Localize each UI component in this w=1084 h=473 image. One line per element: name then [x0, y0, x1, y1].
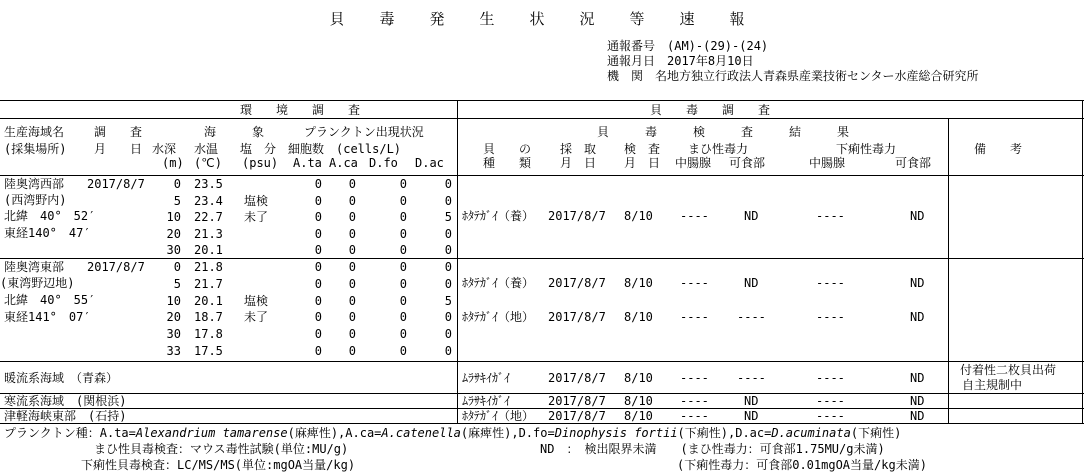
org-name: 地方独立行政法人青森県産業技術センター水産総合研究所 [667, 69, 979, 83]
area-name: 陸奥湾西部 [4, 177, 65, 191]
cell-dac: 0 [444, 226, 452, 241]
cell-temp: 20.1 [194, 293, 223, 308]
dsp-method-note: 下痢性貝毒検査：LC/MS/MS(単位:mgOA当量/kg) [81, 458, 356, 472]
cell-dac: 0 [444, 276, 452, 291]
cell-depth: 20 [166, 310, 181, 325]
env-section-header: 環 境 調 査 [239, 103, 360, 117]
col-dsp-edible: 可食部 [895, 156, 932, 170]
col-area-sub: (採集場所) [4, 142, 67, 156]
col-salinity: 塩 分 [240, 142, 277, 156]
dsp-gut: ---- [816, 276, 845, 290]
cell-sal: 未了 [244, 210, 269, 224]
species: ﾎﾀﾃｶﾞｲ（養） [462, 276, 535, 290]
col-plankton: プランクトン出現状況 [304, 125, 424, 139]
dsp-edible: ND [910, 310, 925, 324]
col-dfo: D.fo [369, 156, 398, 170]
species: ﾑﾗｻｷｲｶﾞｲ [462, 371, 511, 385]
species: ﾑﾗｻｷｲｶﾞｲ [462, 394, 511, 408]
dsp-gut: ---- [816, 409, 845, 423]
cell-ata: 0 [314, 276, 322, 291]
cell-depth: 5 [173, 193, 181, 208]
cell-temp: 20.1 [194, 243, 223, 257]
remarks-line: 自主規制中 [962, 378, 1023, 392]
psp-edible: ND [744, 394, 759, 408]
psp-gut: ---- [680, 310, 709, 324]
cell-aca: 0 [348, 327, 356, 342]
area-name: 陸奥湾東部 [4, 260, 65, 274]
dsp-gut: ---- [816, 371, 845, 385]
cell-temp: 23.4 [194, 193, 223, 208]
cell-sal: 塩検 [244, 193, 269, 208]
cell-dac: 0 [444, 260, 452, 274]
dsp-gut: ---- [816, 310, 845, 324]
cell-temp: 17.8 [194, 327, 223, 342]
cell-dfo: 0 [399, 260, 407, 274]
report-date-label: 通報月日 [607, 54, 656, 68]
col-dsp: 下痢性毒力 [836, 142, 897, 156]
cell-ata: 0 [314, 177, 322, 191]
cell-dfo: 0 [399, 344, 407, 358]
cell-ata: 0 [314, 327, 322, 342]
cell-ata: 0 [314, 293, 322, 308]
cell-aca: 0 [348, 226, 356, 241]
cell-temp: 21.3 [194, 226, 223, 241]
species: ﾎﾀﾃｶﾞｲ（地） [462, 409, 535, 423]
col-dsp-gut: 中腸腺 [809, 156, 846, 170]
col-sampled-sub: 月 日 [560, 156, 597, 170]
cell-sal: 塩検 [244, 293, 269, 308]
col-psp: まひ性毒力 [688, 142, 749, 156]
species: ﾎﾀﾃｶﾞｲ（養） [462, 209, 535, 223]
cell-aca: 0 [348, 293, 356, 308]
area-name: 暖流系海域 （青森） [4, 371, 119, 385]
area-place: (東湾野辺地) [0, 276, 75, 290]
org-label: 機 関 名 [607, 69, 668, 83]
cell-dfo: 0 [399, 310, 407, 325]
psp-gut: ---- [680, 394, 709, 408]
dsp-limit-note: (下痢性毒力：可食部0.01mgOA当量/kg未満) [677, 458, 927, 472]
col-marine: 海 象 [204, 125, 265, 139]
dsp-edible: ND [910, 409, 925, 423]
col-ata: A.ta [293, 156, 322, 170]
cell-dac: 5 [444, 293, 452, 308]
area-name: 寒流系海域 (関根浜) [4, 394, 127, 408]
survey-date: 2017/8/7 [87, 177, 145, 191]
area-place: (西湾野内) [4, 193, 67, 207]
cell-aca: 0 [348, 193, 356, 208]
dsp-edible: ND [910, 209, 925, 223]
cell-aca: 0 [348, 260, 356, 274]
dsp-gut: ---- [816, 209, 845, 223]
cell-depth: 0 [173, 260, 181, 274]
col-temp-unit: (℃) [194, 156, 222, 170]
cell-depth: 0 [173, 177, 181, 191]
cell-ata: 0 [314, 243, 322, 257]
col-survey-sub: 月 日 [94, 142, 143, 156]
sampled-date: 2017/8/7 [548, 409, 606, 423]
col-salinity-unit: (psu) [242, 156, 279, 170]
cell-dfo: 0 [399, 243, 407, 257]
dsp-edible: ND [910, 276, 925, 290]
psp-gut: ---- [680, 371, 709, 385]
area-lon: 東経140° 47′ [4, 226, 91, 240]
cell-temp: 22.7 [194, 210, 223, 224]
cell-dfo: 0 [399, 276, 407, 291]
cell-aca: 0 [348, 276, 356, 291]
cell-dac: 0 [444, 193, 452, 208]
plankton-species-note: プランクトン種：A.ta=Alexandrium tamarense(麻痺性),A.ca=A.catenella(麻痺性),D.fo=Dinophysis fortii(下痢性),D.ac=D.acuminata(下痢性) [4, 426, 902, 440]
col-depth: 水深 [152, 142, 177, 156]
cell-ata: 0 [314, 344, 322, 358]
cell-depth: 5 [173, 276, 181, 291]
area-lon: 東経141° 07′ [4, 310, 91, 324]
cell-aca: 0 [348, 310, 356, 325]
report-number-label: 通報番号 [607, 39, 656, 53]
cell-aca: 0 [348, 177, 356, 191]
cell-dac: 0 [444, 243, 452, 257]
nd-note: ND ： 検出限界未満 (まひ性毒力：可食部1.75MU/g未満) [540, 442, 885, 456]
cell-ata: 0 [314, 193, 322, 208]
cell-ata: 0 [314, 310, 322, 325]
cell-depth: 30 [166, 243, 181, 257]
survey-date: 2017/8/7 [87, 260, 145, 274]
cell-depth: 30 [166, 327, 181, 342]
cell-dac: 5 [444, 210, 452, 224]
cell-ata: 0 [314, 210, 322, 224]
col-temp: 水温 [194, 142, 219, 156]
col-inspected-sub: 月 日 [624, 156, 661, 170]
cell-ata: 0 [314, 226, 322, 241]
cell-dfo: 0 [399, 327, 407, 342]
sampled-date: 2017/8/7 [548, 310, 606, 324]
cell-temp: 21.8 [194, 260, 223, 274]
sampled-date: 2017/8/7 [548, 371, 606, 385]
cell-aca: 0 [348, 344, 356, 358]
cell-dac: 0 [444, 177, 452, 191]
area-name: 津軽海峡東部 (石持) [4, 409, 127, 423]
dsp-edible: ND [910, 371, 925, 385]
col-aca: A.ca [329, 156, 358, 170]
inspected-date: 8/10 [624, 276, 653, 290]
col-dac: D.ac [415, 156, 444, 170]
col-depth-unit: (m) [162, 156, 184, 170]
inspected-date: 8/10 [624, 394, 653, 408]
dsp-edible: ND [910, 394, 925, 408]
col-sampled: 採 取 [560, 142, 597, 156]
col-remarks: 備 考 [974, 142, 1023, 156]
psp-gut: ---- [680, 276, 709, 290]
cell-dfo: 0 [399, 226, 407, 241]
col-psp-gut: 中腸腺 [675, 156, 712, 170]
cell-dfo: 0 [399, 177, 407, 191]
dsp-gut: ---- [816, 394, 845, 408]
cell-depth: 33 [166, 344, 181, 358]
report-title: 貝 毒 発 生 状 況 等 速 報 [329, 10, 755, 28]
inspected-date: 8/10 [624, 310, 653, 324]
col-psp-edible: 可食部 [729, 156, 766, 170]
col-species: 貝 の [483, 142, 532, 156]
col-survey: 調 査 [94, 125, 143, 139]
psp-edible: ---- [737, 371, 766, 385]
inspected-date: 8/10 [624, 409, 653, 423]
report-date: 2017年8月10日 [667, 54, 754, 68]
cell-dfo: 0 [399, 193, 407, 208]
cell-aca: 0 [348, 243, 356, 257]
psp-edible: ND [744, 409, 759, 423]
species: ﾎﾀﾃｶﾞｲ（地） [462, 310, 535, 324]
cell-depth: 10 [166, 210, 181, 224]
area-lat: 北緯 40° 55′ [4, 293, 96, 307]
psp-edible: ---- [737, 310, 766, 324]
col-results: 貝 毒 検 査 結 果 [597, 125, 850, 139]
col-species-sub: 種 類 [483, 156, 532, 170]
cell-ata: 0 [314, 260, 322, 274]
sampled-date: 2017/8/7 [548, 209, 606, 223]
col-cells: 細胞数 (cells/L) [288, 142, 402, 156]
cell-dfo: 0 [399, 210, 407, 224]
psp-edible: ND [744, 276, 759, 290]
cell-aca: 0 [348, 210, 356, 224]
cell-temp: 17.5 [194, 344, 223, 358]
toxin-section-header: 貝 毒 調 査 [649, 103, 770, 117]
cell-depth: 10 [166, 293, 181, 308]
cell-temp: 18.7 [194, 310, 223, 325]
cell-sal: 未了 [244, 310, 269, 325]
report-number: (AM)-(29)-(24) [667, 39, 769, 53]
psp-gut: ---- [680, 209, 709, 223]
cell-dac: 0 [444, 344, 452, 358]
sampled-date: 2017/8/7 [548, 276, 606, 290]
cell-temp: 23.5 [194, 177, 223, 191]
col-inspected: 検 査 [624, 142, 661, 156]
inspected-date: 8/10 [624, 371, 653, 385]
cell-temp: 21.7 [194, 276, 223, 291]
col-area: 生産海域名 [4, 125, 65, 139]
remarks-line: 付着性二枚貝出荷 [960, 363, 1057, 377]
cell-depth: 20 [166, 226, 181, 241]
sampled-date: 2017/8/7 [548, 394, 606, 408]
psp-edible: ND [744, 209, 759, 223]
psp-method-note: まひ性貝毒検査：マウス毒性試験(単位:MU/g) [94, 442, 349, 456]
cell-dac: 0 [444, 310, 452, 325]
cell-dfo: 0 [399, 293, 407, 308]
psp-gut: ---- [680, 409, 709, 423]
inspected-date: 8/10 [624, 209, 653, 223]
area-lat: 北緯 40° 52′ [4, 209, 96, 223]
cell-dac: 0 [444, 327, 452, 342]
